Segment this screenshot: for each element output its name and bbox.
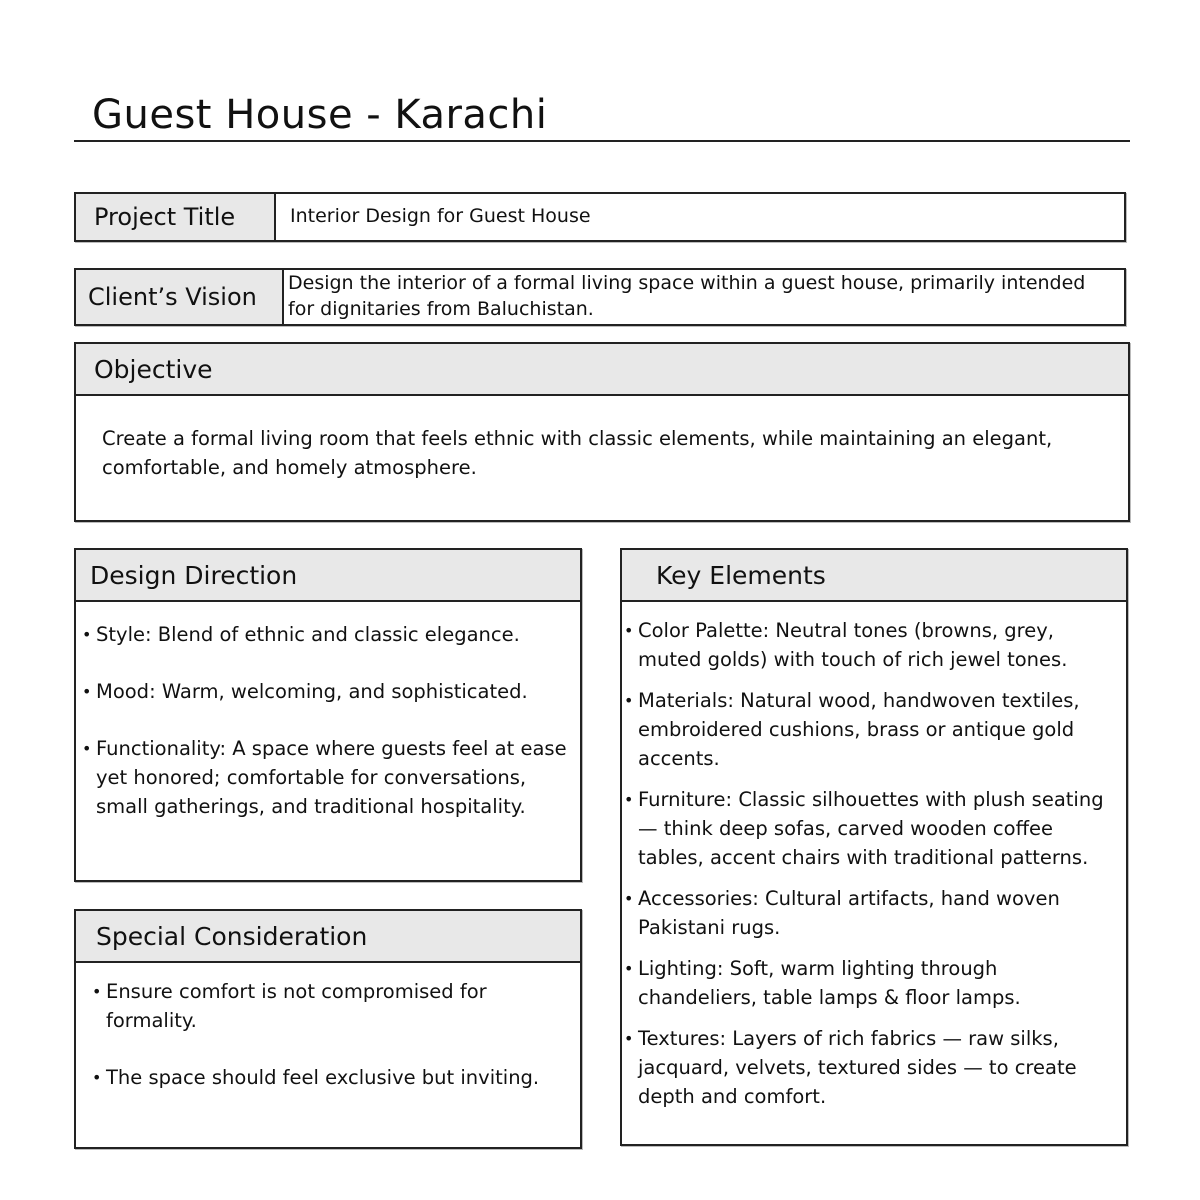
document-title: Guest House - Karachi [92, 92, 548, 138]
list-item: • Mood: Warm, welcoming, and sophisticated. [82, 677, 576, 706]
objective-panel [74, 342, 1130, 522]
key-elements-heading: Key Elements [622, 550, 1126, 602]
key-elements-list [624, 616, 1122, 1111]
list-item: • Materials: Natural wood, handwoven textiles, embroidered cushions, brass or antique gold accents. [624, 686, 1122, 773]
special-consideration-panel [74, 909, 582, 1149]
project-title-row [74, 192, 1126, 242]
title-divider [74, 140, 1130, 142]
list-item: • Furniture: Classic silhouettes with plush seating — think deep sofas, carved wooden coffee tables, accent chairs with traditional patterns. [624, 785, 1122, 872]
clients-vision-row [74, 268, 1126, 326]
clients-vision-label: Client’s Vision [76, 270, 284, 324]
list-item: • Ensure comfort is not compromised for formality. [92, 977, 550, 1035]
special-consideration-body [76, 963, 580, 1092]
project-title-value: Interior Design for Guest House [290, 205, 591, 228]
clients-vision-value: Design the interior of a formal living space within a guest house, primarily intended for dignitaries from Baluchistan. [288, 272, 1086, 320]
list-item: • Accessories: Cultural artifacts, hand woven Pakistani rugs. [624, 884, 1122, 942]
list-item: • Functionality: A space where guests feel at ease yet honored; comfortable for conversations, small gatherings, and traditional hospitality. [82, 734, 576, 821]
objective-text: Create a formal living room that feels ethnic with classic elements, while maintaining an elegant, comfortable, and homely atmosphere. [102, 427, 1053, 479]
list-item: • Color Palette: Neutral tones (browns, grey, muted golds) with touch of rich jewel tones. [624, 616, 1122, 674]
list-item: • Style: Blend of ethnic and classic elegance. [82, 620, 576, 649]
design-direction-body [76, 602, 580, 821]
special-consideration-heading: Special Consideration [76, 911, 580, 963]
special-consideration-list [92, 977, 550, 1092]
design-direction-panel [74, 548, 582, 882]
list-item: • The space should feel exclusive but inviting. [92, 1063, 550, 1092]
design-direction-list [82, 620, 576, 821]
objective-heading: Objective [76, 344, 1128, 396]
list-item: • Textures: Layers of rich fabrics — raw silks, jacquard, velvets, textured sides — to create depth and comfort. [624, 1024, 1122, 1111]
project-title-label: Project Title [76, 194, 276, 240]
design-direction-heading: Design Direction [76, 550, 580, 602]
key-elements-panel [620, 548, 1128, 1146]
list-item: • Lighting: Soft, warm lighting through chandeliers, table lamps & floor lamps. [624, 954, 1122, 1012]
key-elements-body [622, 602, 1126, 1111]
